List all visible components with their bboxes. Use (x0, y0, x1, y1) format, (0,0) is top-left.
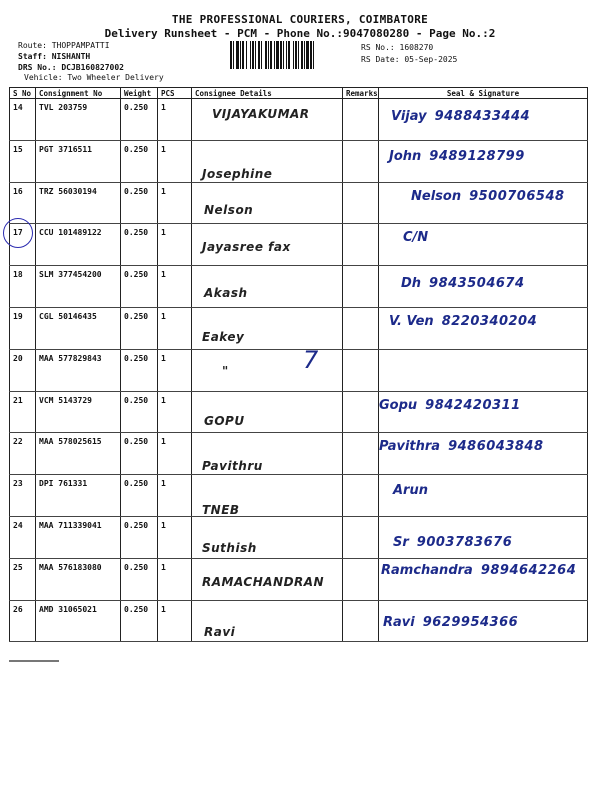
consignee-name: GOPU (204, 413, 245, 428)
consignee-cell (192, 349, 343, 391)
consignment-text: TVL 203759 (39, 103, 88, 112)
sno-text: 17 (13, 228, 23, 238)
weight-cell (121, 140, 158, 182)
consignment-cell (36, 182, 121, 224)
signature (401, 276, 525, 291)
remarks-cell (343, 224, 379, 266)
weight-text: 0.250 (124, 479, 149, 489)
weight-cell (121, 433, 158, 475)
weight-cell (121, 475, 158, 517)
signature (389, 314, 537, 329)
pcs-cell (158, 600, 192, 642)
weight-cell (121, 99, 158, 141)
signature-cell (379, 99, 588, 141)
signature-name: Arun (393, 483, 428, 499)
col-header-consignee: Consignee Details (192, 88, 343, 99)
sno-cell (10, 349, 36, 391)
rs-number: RS No.: 1608270 (361, 43, 434, 52)
margin-mark: 7 (303, 346, 319, 374)
signature-phone: 9629954366 (422, 614, 519, 630)
signature-cell (379, 266, 588, 308)
consignment-cell (36, 516, 121, 558)
pcs-text: 1 (161, 604, 166, 614)
pcs-cell (158, 349, 192, 391)
consignee-name: Ravi (204, 624, 236, 639)
sno-text: 26 (13, 604, 23, 614)
remarks-cell (343, 391, 379, 433)
consignee-cell (192, 433, 343, 475)
pcs-text: 1 (161, 395, 166, 405)
signature (403, 230, 436, 245)
consignee-cell (192, 99, 343, 141)
signature-cell (379, 516, 588, 558)
consignment-text: MAA 576183080 (39, 562, 102, 572)
signature (381, 563, 576, 578)
weight-text: 0.250 (124, 562, 149, 572)
sno-text: 15 (13, 144, 23, 154)
weight-cell (121, 182, 158, 224)
sno-text: 20 (13, 353, 23, 363)
signature (391, 109, 530, 124)
table-row (10, 516, 588, 558)
table-row (10, 475, 588, 517)
consignee-name: Pavithru (202, 459, 263, 474)
sno-text: 24 (13, 520, 23, 530)
consignee-name: Akash (204, 286, 248, 301)
col-header-remarks: Remarks (343, 88, 379, 99)
weight-cell (121, 391, 158, 433)
sno-text: 18 (13, 270, 23, 280)
col-header-signature: Seal & Signature (379, 88, 588, 99)
drs-label: DRS No.: DCJB160827002 (18, 63, 124, 72)
signature-phone: 9486043848 (448, 439, 544, 455)
weight-text: 0.250 (124, 604, 149, 614)
sno-text: 22 (13, 437, 23, 447)
pcs-cell (158, 266, 192, 308)
weight-cell (121, 266, 158, 308)
weight-text: 0.250 (124, 228, 149, 238)
signature-cell (379, 475, 588, 517)
signature-cell (379, 307, 588, 349)
sno-cell (10, 99, 36, 141)
signature-name: Dh (401, 276, 422, 292)
remarks-cell (343, 433, 379, 475)
consignee-cell (192, 600, 343, 642)
consignment-cell (36, 349, 121, 391)
sno-cell (10, 516, 36, 558)
pcs-cell (158, 516, 192, 558)
signature-name: Vijay (391, 109, 427, 124)
signature-name: Pavithra (379, 439, 441, 455)
pcs-cell (158, 140, 192, 182)
pcs-text: 1 (161, 186, 166, 196)
pcs-text: 1 (161, 562, 166, 572)
signature-name: John (389, 148, 422, 164)
table-row (10, 391, 588, 433)
pcs-text: 1 (161, 479, 166, 489)
weight-cell (121, 516, 158, 558)
pcs-text: 1 (161, 144, 166, 154)
pcs-text: 1 (161, 437, 166, 447)
signature (379, 398, 521, 413)
consignment-cell (36, 558, 121, 600)
remarks-cell (343, 600, 379, 642)
weight-text: 0.250 (124, 144, 149, 154)
signature (393, 483, 436, 498)
consignee-cell (192, 391, 343, 433)
staff-label: Staff: NISHANTH (18, 52, 91, 61)
consignment-cell (36, 99, 121, 141)
weight-text: 0.250 (124, 520, 149, 530)
weight-text: 0.250 (124, 103, 149, 112)
barcode-image (230, 41, 352, 69)
consignment-text: MAA 578025615 (39, 437, 102, 447)
weight-cell (121, 224, 158, 266)
consignment-text: AMD 31065021 (39, 604, 97, 614)
col-header-consignment: Consignment No (36, 88, 121, 99)
pcs-text: 1 (161, 228, 166, 238)
sno-cell (10, 433, 36, 475)
sno-text: 23 (13, 479, 23, 489)
sno-cell (10, 475, 36, 517)
consignment-cell (36, 433, 121, 475)
remarks-cell (343, 182, 379, 224)
signature-phone: 9488433444 (434, 109, 531, 124)
weight-cell (121, 600, 158, 642)
consignee-cell (192, 475, 343, 517)
sheet-subtitle: Delivery Runsheet - PCM - Phone No.:9047080280 - Page No.:2 (104, 27, 496, 40)
signature-cell (379, 558, 588, 600)
col-header-weight: Weight (121, 88, 158, 99)
consignment-text: CGL 50146435 (39, 311, 97, 321)
pcs-cell (158, 475, 192, 517)
consignment-text: MAA 711339041 (39, 520, 102, 530)
sheet-title: THE PROFESSIONAL COURIERS, COIMBATORE (171, 13, 429, 26)
signature-phone: 9894642264 (480, 562, 577, 578)
table-row (10, 600, 588, 642)
signature-cell (379, 140, 588, 182)
pcs-cell (158, 433, 192, 475)
pcs-cell (158, 307, 192, 349)
signature-phone: 9842420311 (425, 397, 521, 413)
sno-text: 16 (13, 186, 23, 196)
consignee-name: Nelson (204, 202, 254, 217)
pcs-text: 1 (161, 270, 166, 280)
signature-name: C/N (403, 230, 429, 246)
pcs-text: 1 (161, 103, 166, 112)
table-row (10, 349, 588, 391)
runsheet-table (9, 87, 588, 642)
signature-cell (379, 224, 588, 266)
consignment-text: MAA 577829843 (39, 353, 102, 363)
sno-cell (10, 140, 36, 182)
consignee-name: TNEB (202, 503, 240, 518)
sno-text: 25 (13, 562, 23, 572)
signature-phone: 8220340204 (441, 313, 538, 329)
consignment-text: TRZ 56030194 (39, 186, 97, 196)
consignee-name: Eakey (202, 329, 245, 344)
remarks-cell (343, 475, 379, 517)
circle-mark-17 (3, 218, 33, 248)
signature-cell (379, 600, 588, 642)
sno-cell (10, 307, 36, 349)
signature (383, 615, 518, 630)
consignee-cell (192, 224, 343, 266)
pcs-text: 1 (161, 311, 166, 321)
weight-text: 0.250 (124, 311, 149, 321)
consignment-text: PGT 3716511 (39, 144, 92, 154)
pcs-cell (158, 99, 192, 141)
signature-name: V. Ven (389, 313, 434, 329)
weight-text: 0.250 (124, 270, 149, 280)
consignment-text: SLM 377454200 (39, 270, 102, 280)
consignee-cell (192, 182, 343, 224)
remarks-cell (343, 558, 379, 600)
weight-cell (121, 349, 158, 391)
table-row (10, 99, 588, 141)
pcs-cell (158, 182, 192, 224)
table-header-row (10, 88, 588, 99)
consignee-name: " (222, 363, 229, 378)
consignment-text: VCM 5143729 (39, 395, 92, 405)
signature-name: Gopu (379, 397, 418, 413)
remarks-cell (343, 307, 379, 349)
signature-cell (379, 349, 588, 391)
signature-cell (379, 433, 588, 475)
route-label: Route: THOPPAMPATTI (18, 41, 110, 50)
signature (411, 189, 565, 204)
table-row (10, 307, 588, 349)
table-row (10, 266, 588, 308)
sno-cell (10, 391, 36, 433)
table-row (10, 558, 588, 600)
consignment-text: DPI 761331 (39, 479, 88, 489)
col-header-sno: S No (10, 88, 36, 99)
remarks-cell (343, 99, 379, 141)
rs-date: RS Date: 05-Sep-2025 (361, 55, 458, 64)
consignment-cell (36, 140, 121, 182)
consignment-cell (36, 307, 121, 349)
signature (389, 149, 525, 164)
signature (379, 439, 544, 454)
sno-text: 19 (13, 311, 23, 321)
consignee-name: VIJAYAKUMAR (212, 107, 310, 121)
pcs-text: 1 (161, 353, 166, 363)
pcs-cell (158, 558, 192, 600)
signature-phone: 9489128799 (429, 148, 525, 164)
sno-cell (10, 266, 36, 308)
signature (393, 535, 512, 550)
sno-text: 14 (13, 103, 23, 112)
pcs-cell (158, 391, 192, 433)
signature-phone: 9843504674 (429, 276, 525, 292)
signature-phone: 9500706548 (469, 188, 565, 204)
consignee-name: Jayasree fax (202, 240, 291, 255)
bottom-rule (9, 660, 59, 662)
table-row (10, 182, 588, 224)
pcs-text: 1 (161, 520, 166, 530)
consignee-cell (192, 558, 343, 600)
consignment-cell (36, 391, 121, 433)
pcs-cell (158, 224, 192, 266)
consignee-cell (192, 307, 343, 349)
remarks-cell (343, 266, 379, 308)
weight-text: 0.250 (124, 353, 149, 363)
weight-text: 0.250 (124, 186, 149, 196)
weight-cell (121, 307, 158, 349)
consignee-cell (192, 266, 343, 308)
table-row (10, 224, 588, 266)
signature-name: Ramchandra (381, 562, 473, 578)
table-row (10, 433, 588, 475)
sno-text: 21 (13, 395, 23, 405)
remarks-cell (343, 516, 379, 558)
consignment-text: CCU 101489122 (39, 228, 102, 238)
signature (379, 350, 387, 365)
sno-cell (10, 600, 36, 642)
consignment-cell (36, 475, 121, 517)
signature-name: Nelson (411, 188, 462, 204)
consignment-cell (36, 266, 121, 308)
consignee-cell (192, 140, 343, 182)
signature-name: Ravi (383, 614, 415, 630)
consignee-name: Josephine (202, 166, 273, 181)
consignee-name: Suthish (202, 540, 257, 555)
consignee-cell (192, 516, 343, 558)
consignment-cell (36, 224, 121, 266)
vehicle-label: Vehicle: Two Wheeler Delivery (24, 73, 164, 82)
signature-phone: 9003783676 (416, 534, 513, 550)
remarks-cell (343, 349, 379, 391)
weight-text: 0.250 (124, 395, 149, 405)
col-header-pcs: PCS (158, 88, 192, 99)
weight-cell (121, 558, 158, 600)
consignee-name: RAMACHANDRAN (202, 574, 325, 589)
signature-cell (379, 182, 588, 224)
table-row (10, 140, 588, 182)
signature-name: Sr (393, 534, 409, 550)
remarks-cell (343, 140, 379, 182)
weight-text: 0.250 (124, 437, 149, 447)
consignment-cell (36, 600, 121, 642)
sno-cell (10, 558, 36, 600)
signature-cell (379, 391, 588, 433)
